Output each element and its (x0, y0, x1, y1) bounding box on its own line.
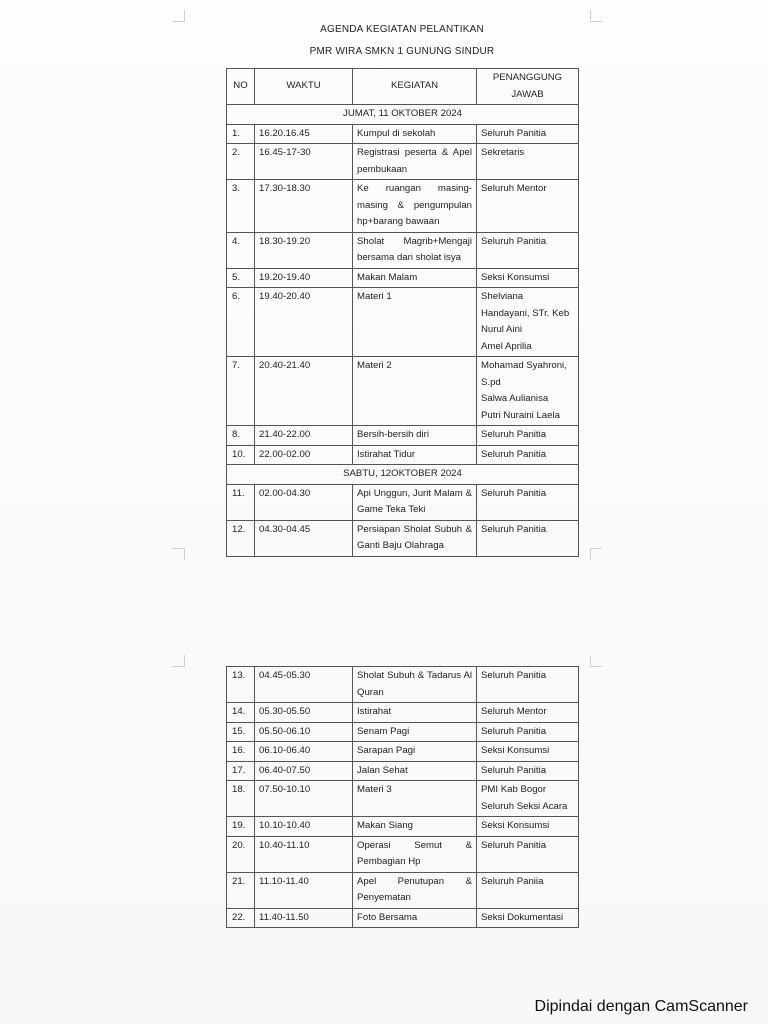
cell-no: 21. (227, 872, 255, 908)
cell-kegiatan: Registrasi peserta & Apel pembukaan (353, 144, 477, 180)
cell-no: 13. (227, 667, 255, 703)
column-header-no: NO (227, 69, 255, 105)
cell-penanggung-jawab: Seluruh Paniia (477, 872, 579, 908)
table-row (227, 667, 579, 703)
crop-mark (590, 548, 602, 549)
cell-kegiatan: Foto Bersama (353, 908, 477, 928)
cell-penanggung-jawab: Seluruh Panitia (477, 667, 579, 703)
cell-penanggung-jawab: Seksi Dokumentasi (477, 908, 579, 928)
day-row (227, 465, 579, 485)
cell-penanggung-jawab: Seluruh Panitia (477, 722, 579, 742)
cell-penanggung-jawab: Seluruh Panitia (477, 445, 579, 465)
table-row (227, 761, 579, 781)
cell-kegiatan: Materi 2 (353, 357, 477, 426)
camscanner-watermark: Dipindai dengan CamScanner (534, 998, 748, 1015)
cell-kegiatan: Istirahat Tidur (353, 445, 477, 465)
column-header-waktu: WAKTU (255, 69, 353, 105)
cell-waktu: 19.20-19.40 (255, 268, 353, 288)
cell-waktu: 20.40-21.40 (255, 357, 353, 426)
crop-mark (590, 666, 602, 667)
cell-penanggung-jawab: Seluruh Mentor (477, 180, 579, 233)
table-row (227, 817, 579, 837)
table-row (227, 144, 579, 180)
cell-no: 5. (227, 268, 255, 288)
cell-penanggung-jawab: Mohamad Syahroni, S.pd Salwa Aulianisa Putri Nuraini Laela (477, 357, 579, 426)
cell-no: 12. (227, 520, 255, 556)
cell-no: 4. (227, 232, 255, 268)
cell-penanggung-jawab: Seluruh Panitia (477, 124, 579, 144)
cell-penanggung-jawab: Seluruh Panitia (477, 761, 579, 781)
cell-penanggung-jawab: Seksi Konsumsi (477, 817, 579, 837)
column-header-kegiatan: KEGIATAN (353, 69, 477, 105)
cell-waktu: 18.30-19.20 (255, 232, 353, 268)
cell-penanggung-jawab: Seluruh Panitia (477, 836, 579, 872)
cell-penanggung-jawab: Seluruh Panitia (477, 520, 579, 556)
crop-mark (590, 548, 591, 560)
cell-kegiatan: Kumpul di sekolah (353, 124, 477, 144)
table-row (227, 703, 579, 723)
cell-penanggung-jawab: Seluruh Panitia (477, 426, 579, 446)
crop-mark (184, 10, 185, 22)
cell-kegiatan: Sarapan Pagi (353, 742, 477, 762)
cell-waktu: 05.50-06.10 (255, 722, 353, 742)
table-row (227, 781, 579, 817)
table-row (227, 484, 579, 520)
cell-waktu: 10.40-11.10 (255, 836, 353, 872)
cell-no: 11. (227, 484, 255, 520)
crop-mark (172, 548, 184, 549)
cell-kegiatan: Materi 1 (353, 288, 477, 357)
cell-kegiatan: Senam Pagi (353, 722, 477, 742)
cell-no: 1. (227, 124, 255, 144)
cell-no: 16. (227, 742, 255, 762)
table-row (227, 520, 579, 556)
cell-no: 14. (227, 703, 255, 723)
cell-waktu: 06.10-06.40 (255, 742, 353, 762)
table-row (227, 445, 579, 465)
table-row (227, 908, 579, 928)
cell-kegiatan: Istirahat (353, 703, 477, 723)
day-heading: JUMAT, 11 OKTOBER 2024 (227, 105, 579, 125)
cell-penanggung-jawab: Seksi Konsumsi (477, 268, 579, 288)
cell-waktu: 10.10-10.40 (255, 817, 353, 837)
cell-no: 7. (227, 357, 255, 426)
cell-waktu: 07.50-10.10 (255, 781, 353, 817)
cell-no: 17. (227, 761, 255, 781)
cell-penanggung-jawab: PMI Kab Bogor Seluruh Seksi Acara (477, 781, 579, 817)
cell-waktu: 21.40-22.00 (255, 426, 353, 446)
cell-no: 18. (227, 781, 255, 817)
table-row (227, 722, 579, 742)
cell-waktu: 05.30-05.50 (255, 703, 353, 723)
cell-waktu: 04.30-04.45 (255, 520, 353, 556)
cell-kegiatan: Apel Penutupan & Penyematan (353, 872, 477, 908)
table-row (227, 268, 579, 288)
cell-penanggung-jawab: Seluruh Panitia (477, 484, 579, 520)
cell-kegiatan: Makan Malam (353, 268, 477, 288)
document-subtitle: PMR WIRA SMKN 1 GUNUNG SINDUR (309, 46, 495, 57)
crop-mark (172, 666, 184, 667)
cell-waktu: 17.30-18.30 (255, 180, 353, 233)
cell-kegiatan: Makan Siang (353, 817, 477, 837)
cell-kegiatan: Sholat Magrib+Mengaji bersama dan sholat isya (353, 232, 477, 268)
agenda-table-page-1 (226, 68, 579, 557)
table-row (227, 426, 579, 446)
table-row (227, 357, 579, 426)
cell-waktu: 16.20.16.45 (255, 124, 353, 144)
cell-penanggung-jawab: Seksi Konsumsi (477, 742, 579, 762)
crop-mark (184, 655, 185, 667)
table-row (227, 836, 579, 872)
cell-no: 19. (227, 817, 255, 837)
cell-waktu: 11.10-11.40 (255, 872, 353, 908)
document-title: AGENDA KEGIATAN PELANTIKAN (320, 24, 484, 35)
cell-penanggung-jawab: Shelviana Handayani, STr. Keb Nurul Aini Amel Aprilia (477, 288, 579, 357)
cell-kegiatan: Materi 3 (353, 781, 477, 817)
cell-waktu: 04.45-05.30 (255, 667, 353, 703)
cell-no: 10. (227, 445, 255, 465)
cell-kegiatan: Jalan Sehat (353, 761, 477, 781)
cell-kegiatan: Api Unggun, Jurit Malam & Game Teka Teki (353, 484, 477, 520)
agenda-table-page-2 (226, 666, 579, 928)
table-header-row (227, 69, 579, 105)
cell-waktu: 22.00-02.00 (255, 445, 353, 465)
table-row (227, 872, 579, 908)
column-header-penanggung-jawab: PENANGGUNG JAWAB (477, 69, 579, 105)
cell-no: 2. (227, 144, 255, 180)
cell-no: 22. (227, 908, 255, 928)
cell-waktu: 16.45-17-30 (255, 144, 353, 180)
crop-mark (590, 21, 602, 22)
cell-kegiatan: Bersih-bersih diri (353, 426, 477, 446)
cell-waktu: 11.40-11.50 (255, 908, 353, 928)
cell-penanggung-jawab: Sekretaris (477, 144, 579, 180)
cell-kegiatan: Ke ruangan masing-masing & pengumpulan hp+barang bawaan (353, 180, 477, 233)
cell-waktu: 06.40-07.50 (255, 761, 353, 781)
day-row (227, 105, 579, 125)
cell-penanggung-jawab: Seluruh Mentor (477, 703, 579, 723)
cell-waktu: 02.00-04.30 (255, 484, 353, 520)
table-row (227, 232, 579, 268)
cell-penanggung-jawab: Seluruh Panitia (477, 232, 579, 268)
cell-no: 6. (227, 288, 255, 357)
table-row (227, 124, 579, 144)
cell-no: 8. (227, 426, 255, 446)
cell-waktu: 19.40-20.40 (255, 288, 353, 357)
cell-kegiatan: Operasi Semut & Pembagian Hp (353, 836, 477, 872)
day-heading: SABTU, 12OKTOBER 2024 (227, 465, 579, 485)
table-row (227, 742, 579, 762)
crop-mark (172, 21, 184, 22)
cell-kegiatan: Sholat Subuh & Tadarus Al Quran (353, 667, 477, 703)
cell-no: 3. (227, 180, 255, 233)
table-row (227, 180, 579, 233)
cell-kegiatan: Persiapan Sholat Subuh & Ganti Baju Olahraga (353, 520, 477, 556)
cell-no: 20. (227, 836, 255, 872)
table-row (227, 288, 579, 357)
cell-no: 15. (227, 722, 255, 742)
crop-mark (184, 548, 185, 560)
